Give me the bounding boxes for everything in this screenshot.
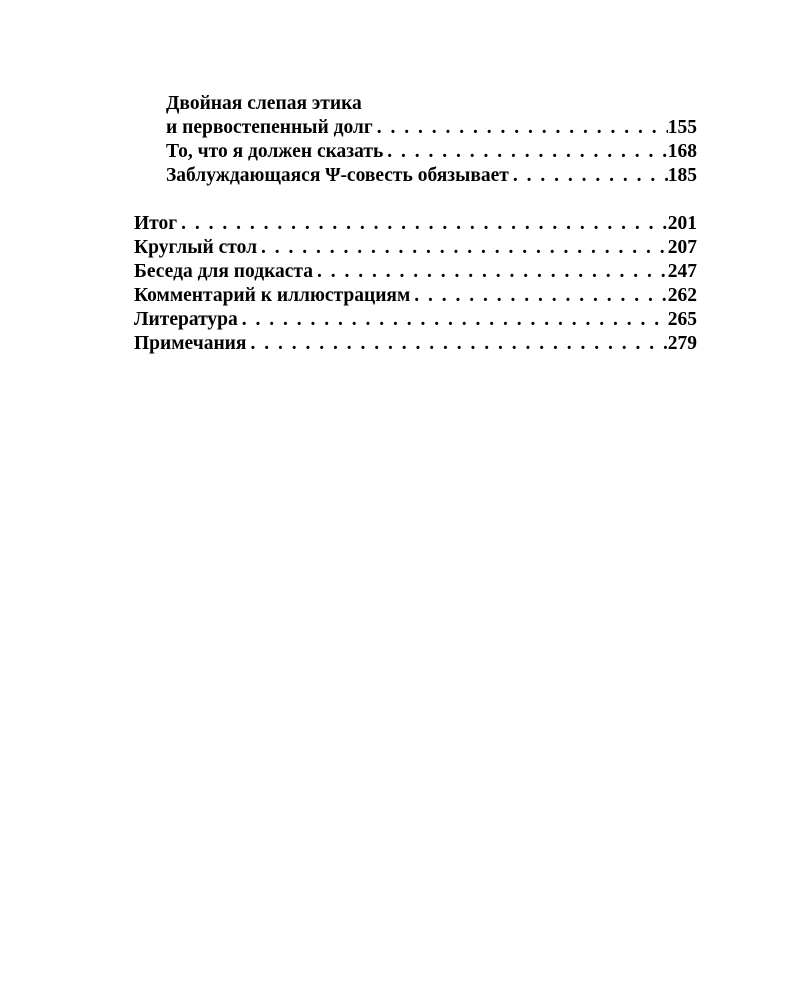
toc-entry-title: То, что я должен сказать xyxy=(166,141,384,162)
section-spacer xyxy=(134,188,697,212)
dot-leader xyxy=(313,260,668,284)
toc-entry-literature[interactable] xyxy=(134,308,697,332)
toc-page-number: 201 xyxy=(667,213,697,234)
dot-leader xyxy=(410,284,667,308)
toc-entry-round-table[interactable] xyxy=(134,236,697,260)
toc-page-number: 155 xyxy=(667,117,697,138)
toc-page-number: 279 xyxy=(667,333,697,354)
toc-entry-title: Литература xyxy=(134,309,238,330)
toc-page-number: 168 xyxy=(667,141,697,162)
dot-leader xyxy=(238,308,668,332)
toc-entry-title: Комментарий к иллюстрациям xyxy=(134,285,411,306)
toc-subentry-primary-duty[interactable] xyxy=(134,116,697,140)
dot-leader xyxy=(257,236,668,260)
dot-leader xyxy=(383,140,667,164)
table-of-contents xyxy=(134,92,697,356)
toc-entry-title: Круглый стол xyxy=(134,237,258,258)
toc-subentry-erring-conscience[interactable] xyxy=(134,164,697,188)
toc-entry-title: Заблуждающаяся Ψ-совесть обязывает xyxy=(166,165,509,186)
toc-page-number: 185 xyxy=(667,165,697,186)
toc-entry-title: Двойная слепая этика xyxy=(166,93,362,114)
dot-leader xyxy=(246,332,667,356)
toc-page-number: 207 xyxy=(667,237,697,258)
toc-entry-title: Итог xyxy=(134,213,178,234)
dot-leader xyxy=(177,212,668,236)
toc-page-number: 247 xyxy=(667,261,697,282)
dot-leader xyxy=(373,116,668,140)
toc-entry-illustrations-commentary[interactable] xyxy=(134,284,697,308)
toc-entry-title: Беседа для подкаста xyxy=(134,261,313,282)
toc-entry-podcast-conversation[interactable] xyxy=(134,260,697,284)
toc-subentry-double-blind-ethics xyxy=(134,92,697,116)
toc-subentry-what-i-must-say[interactable] xyxy=(134,140,697,164)
dot-leader xyxy=(509,164,668,188)
toc-page-number: 265 xyxy=(667,309,697,330)
toc-entry-title: и первостепенный долг xyxy=(166,117,373,138)
toc-entry-notes[interactable] xyxy=(134,332,697,356)
toc-page-number: 262 xyxy=(667,285,697,306)
toc-entry-summary[interactable] xyxy=(134,212,697,236)
toc-entry-title: Примечания xyxy=(134,333,247,354)
